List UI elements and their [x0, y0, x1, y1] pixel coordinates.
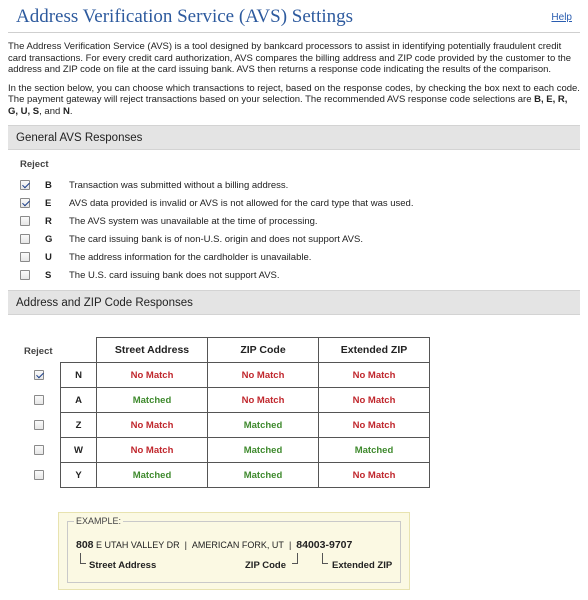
avs-code: E	[45, 197, 52, 209]
table-header-row	[61, 338, 430, 363]
blank-header-cell	[61, 338, 97, 363]
avs-code: B	[45, 179, 52, 191]
zip-responses	[8, 337, 580, 492]
avs-description: Transaction was submitted without a billing address.	[69, 179, 289, 191]
zip-reject-label: Reject	[24, 346, 53, 357]
reject-checkbox-z[interactable]	[34, 420, 44, 430]
caption-street: Street Address	[89, 560, 157, 571]
example-inner	[67, 516, 401, 583]
example-label: EXAMPLE:	[76, 516, 122, 526]
intro-paragraph-2	[8, 83, 580, 118]
example-street: E UTAH VALLEY DR	[96, 540, 180, 550]
intro-p2-text: In the section below, you can choose which transactions to reject, based on the response codes, by checking the box next to each code. The payment gateway will reject transactions based on your selection. The recommended AVS response code selections are	[8, 82, 580, 105]
general-reject-label: Reject	[20, 159, 49, 170]
street-result: No Match	[97, 438, 208, 463]
table-row	[61, 463, 430, 488]
ext-result: No Match	[319, 413, 430, 438]
avs-row-g	[8, 230, 580, 248]
page-header	[8, 0, 580, 32]
column-header-zip: ZIP Code	[208, 338, 319, 363]
column-header-ext: Extended ZIP	[319, 338, 430, 363]
zip-result: No Match	[208, 363, 319, 388]
example-number: 808	[76, 539, 94, 551]
column-header-street: Street Address	[97, 338, 208, 363]
example-separator: |	[288, 540, 292, 550]
example-ext: -9707	[325, 539, 353, 551]
response-code: W	[61, 438, 97, 463]
avs-description: The address information for the cardholder is unavailable.	[69, 251, 312, 263]
street-result: Matched	[97, 388, 208, 413]
table-row	[61, 363, 430, 388]
table-row	[61, 388, 430, 413]
ext-result: No Match	[319, 463, 430, 488]
page-title: Address Verification Service (AVS) Settings	[16, 6, 354, 27]
zip-result: Matched	[208, 413, 319, 438]
avs-code: R	[45, 215, 52, 227]
reject-checkbox-b[interactable]	[20, 180, 30, 190]
avs-code: S	[45, 269, 52, 281]
avs-row-e	[8, 194, 580, 212]
avs-code: U	[45, 251, 52, 263]
zip-response-table	[60, 337, 430, 488]
avs-row-b	[8, 176, 580, 194]
reject-checkbox-w[interactable]	[34, 445, 44, 455]
reject-checkbox-n[interactable]	[34, 370, 44, 380]
intro-paragraph-1: The Address Verification Service (AVS) is a tool designed by bankcard processors to assist in identifying potentially fraudulent credit card transactions. For every credit card authorization, AVS compares the billing address and ZIP code provided by the customer to the address and ZIP code on file at the card issuing bank. AVS then returns a response code indicating the results of the comparison.	[8, 41, 572, 75]
intro-p2-end: .	[69, 105, 73, 117]
table-row	[61, 438, 430, 463]
reject-checkbox-a[interactable]	[34, 395, 44, 405]
avs-row-r	[8, 212, 580, 230]
avs-description: AVS data provided is invalid or AVS is not allowed for the card type that was used.	[69, 197, 414, 209]
zip-result: Matched	[208, 463, 319, 488]
caption-zip: ZIP Code	[245, 560, 286, 571]
zip-result: No Match	[208, 388, 319, 413]
street-result: No Match	[97, 413, 208, 438]
ext-result: Matched	[319, 438, 430, 463]
example-city: AMERICAN FORK, UT	[191, 540, 284, 550]
response-code: Y	[61, 463, 97, 488]
ext-result: No Match	[319, 363, 430, 388]
zip-section-header: Address and ZIP Code Responses	[8, 290, 580, 315]
avs-row-u	[8, 248, 580, 266]
reject-checkbox-g[interactable]	[20, 234, 30, 244]
ext-result: No Match	[319, 388, 430, 413]
response-code: N	[61, 363, 97, 388]
example-address-line	[76, 539, 352, 551]
reject-checkbox-y[interactable]	[34, 470, 44, 480]
street-result: Matched	[97, 463, 208, 488]
avs-code: G	[45, 233, 53, 245]
general-avs-section-header: General AVS Responses	[8, 125, 580, 150]
help-link[interactable]: Help	[551, 12, 572, 23]
header-divider	[8, 32, 580, 33]
reject-checkbox-e[interactable]	[20, 198, 30, 208]
general-avs-list	[8, 176, 580, 284]
response-code: A	[61, 388, 97, 413]
street-bracket	[80, 553, 86, 564]
example-box	[58, 512, 410, 590]
response-code: Z	[61, 413, 97, 438]
reject-checkbox-r[interactable]	[20, 216, 30, 226]
intro-p2-and: , and	[39, 105, 63, 117]
recommended-codes: B, E, R, G, U, S	[8, 94, 568, 117]
avs-description: The U.S. card issuing bank does not support AVS.	[69, 269, 280, 281]
avs-row-s	[8, 266, 580, 284]
street-result: No Match	[97, 363, 208, 388]
table-row	[61, 413, 430, 438]
caption-ext: Extended ZIP	[332, 560, 393, 571]
avs-description: The AVS system was unavailable at the time of processing.	[69, 215, 318, 227]
reject-checkbox-s[interactable]	[20, 270, 30, 280]
reject-checkbox-u[interactable]	[20, 252, 30, 262]
zip-reject-checkboxes	[34, 362, 44, 487]
ext-bracket	[322, 553, 328, 564]
zip-result: Matched	[208, 438, 319, 463]
zip-bracket	[292, 553, 298, 564]
recommended-code-last: N	[62, 105, 70, 117]
example-zip: 84003	[296, 539, 326, 551]
example-separator: |	[184, 540, 187, 550]
avs-description: The card issuing bank is of non-U.S. origin and does not support AVS.	[69, 233, 363, 245]
